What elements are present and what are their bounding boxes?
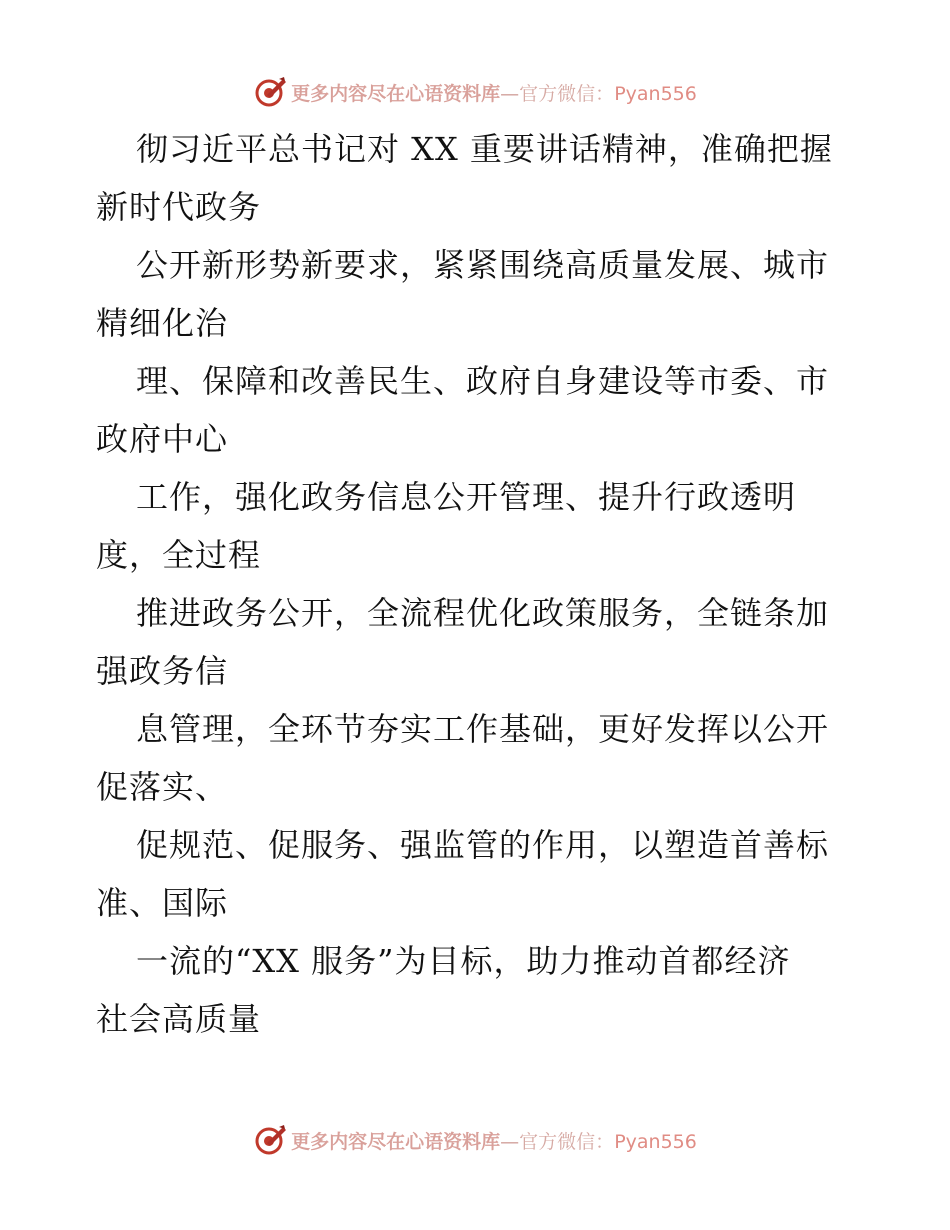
pen-circle-logo-icon — [253, 1123, 287, 1157]
paragraph-line: 理、保障和改善民生、政府自身建设等市委、市 — [136, 362, 830, 400]
footer-watermark — [0, 1120, 950, 1160]
paragraph — [96, 816, 856, 932]
paragraph — [96, 120, 856, 236]
paragraph-line: 度，全过程 — [96, 536, 262, 574]
header-watermark — [0, 72, 950, 112]
pen-circle-logo-icon — [253, 75, 287, 109]
paragraph-line: 工作，强化政务信息公开管理、提升行政透明 — [136, 478, 797, 516]
watermark-site-text: 更多内容尽在心语资料库 — [291, 1130, 501, 1153]
watermark-site-text: 更多内容尽在心语资料库 — [291, 82, 501, 105]
paragraph-line: 准、国际 — [96, 884, 229, 922]
paragraph-line: 新时代政务 — [96, 188, 262, 226]
paragraph-line: 一流的“XX 服务”为目标，助力推动首都经济 — [136, 942, 791, 980]
paragraph — [96, 584, 856, 700]
document-body — [96, 120, 856, 1048]
paragraph-line: 息管理，全环节夯实工作基础，更好发挥以公开 — [136, 710, 830, 748]
paragraph-line: 强政务信 — [96, 652, 229, 690]
paragraph-line: 公开新形势新要求，紧紧围绕高质量发展、城市 — [136, 246, 830, 284]
watermark-wechat-id: Pyan556 — [614, 1130, 697, 1153]
paragraph — [96, 932, 856, 1048]
paragraph — [96, 236, 856, 352]
paragraph — [96, 468, 856, 584]
paragraph-line: 推进政务公开，全流程优化政策服务，全链条加 — [136, 594, 830, 632]
paragraph — [96, 700, 856, 816]
watermark-wechat-label: 官方微信： — [519, 82, 615, 105]
paragraph-line: 彻习近平总书记对 XX 重要讲话精神，准确把握 — [136, 130, 833, 168]
paragraph-line: 社会高质量 — [96, 1000, 262, 1038]
watermark-separator: — — [500, 1130, 520, 1153]
watermark-wechat-label: 官方微信： — [519, 1130, 615, 1153]
paragraph-line: 促落实、 — [96, 768, 229, 806]
paragraph — [96, 352, 856, 468]
watermark-separator: — — [500, 82, 520, 105]
paragraph-line: 政府中心 — [96, 420, 229, 458]
paragraph-line: 精细化治 — [96, 304, 229, 342]
watermark-wechat-id: Pyan556 — [614, 82, 697, 105]
paragraph-line: 促规范、促服务、强监管的作用，以塑造首善标 — [136, 826, 830, 864]
